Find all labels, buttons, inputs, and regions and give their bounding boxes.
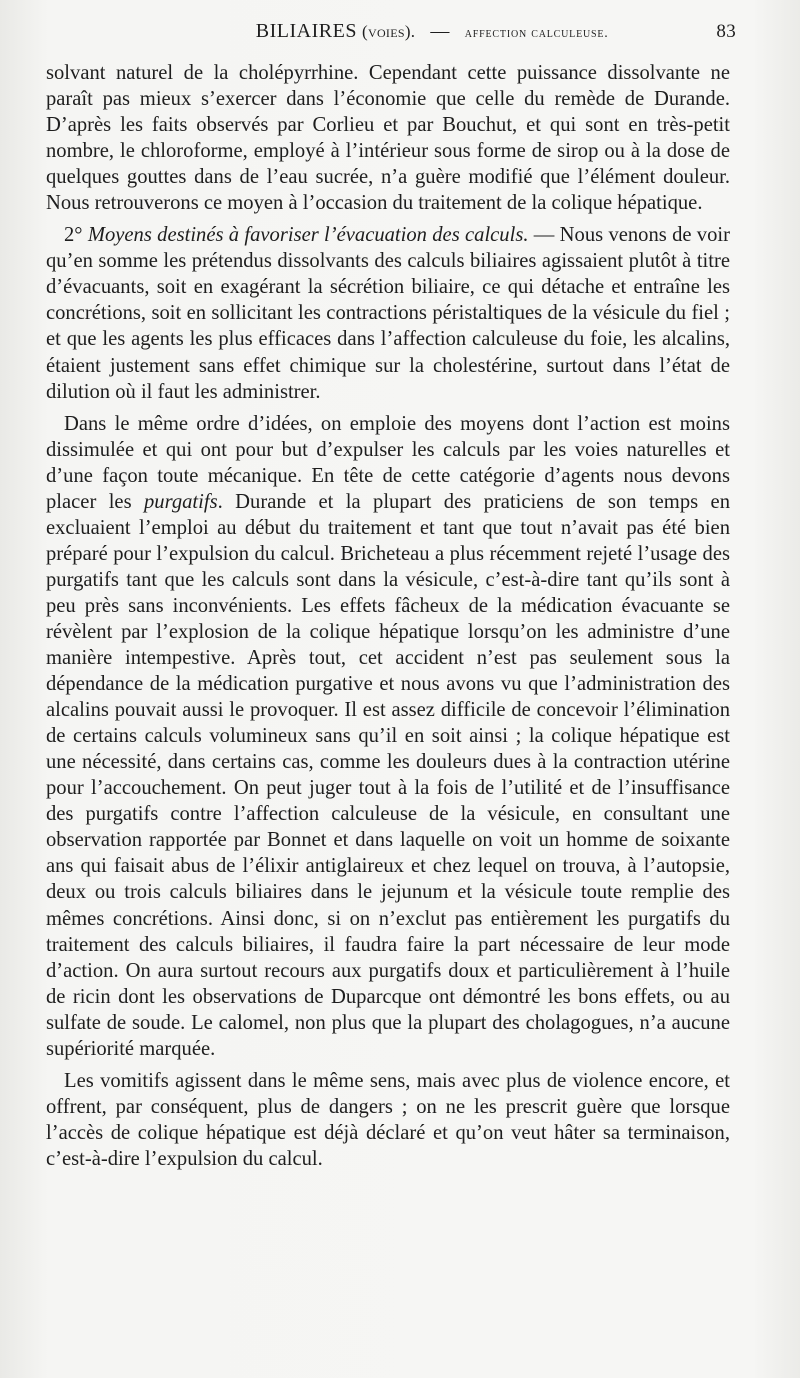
paragraph-text: . Durande et la plupart des praticiens de son temps en excluaient l’emploi au début du traitement et tant que tout n’avait pas été bien préparé pour l’expulsion du calcul. Bricheteau a plus récemment rejeté l’usage des purgatifs tant que les calculs sont dans la vésicule, c’est-à-dire tant qu’ils sont à peu près sans inconvénients. Les effets fâcheux de la médication évacuante se révèlent par l’explosion de la colique hépatique lorsqu’on les administre d’une manière intempestive. Après tout, cet accident n’est pas seulement sous la dépendance de la médication purgative et nous avons vu que l’administration des alcalins pouvait aussi le provoquer. Il est assez difficile de concevoir l’élimination de certains calculs volumineux sans qu’il en soit ainsi ; la colique hépatique est une nécessité, dans certains cas, comme les douleurs dues à la contraction utérine pour l’accouchement. On peut juger tout à la fois de l’utilité et de l’insuffisance des purgatifs contre l’affection calculeuse de la vésicule, en consultant une observation rapportée par Bonnet et dans laquelle on voit un homme de soixante ans qui faisait abus de l’élixir antiglaireux et chez lequel on trouva, à l’autopsie, deux ou trois calculs biliaires dans le jejunum et la vésicule toute remplie des mêmes concrétions. Ainsi donc, si on n’exclut pas entièrement les purgatifs du traitement des calculs biliaires, il faudra faire la part nécessaire de leur mode d’action. On aura surtout recours aux purgatifs doux et particulièrement à l’huile de ricin dont les observations de Duparcque ont démontré les bons effets, ou au sulfate de soude. Le calomel, non plus que la plupart des cholagogues, n’a aucune supériorité marquée. (46, 490, 730, 1060)
running-head-dash: — (430, 21, 450, 42)
paragraph-text: — Nous venons de voir qu’en somme les prétendus dissolvants des calculs biliaires agissaient plutôt à titre d’évacuants, soit en exagérant la sécrétion biliaire, ce qui détache et entraîne les concrétions, soit en sollicitant les contractions péristaltiques de la vésicule du fiel ; et que les agents les plus efficaces dans l’affection calculeuse du foie, les alcalins, étaient justement sans effet chimique sur la cholestérine, surtout dans l’état de dilution où il faut les administrer. (46, 224, 730, 403)
paragraph-evacuation-means (46, 222, 730, 404)
section-heading: Moyens destinés à favoriser l’évacuation des calculs. (87, 224, 529, 247)
paragraph-purgatifs (46, 411, 730, 1062)
paragraph-vomitifs (46, 1068, 730, 1172)
paragraph-text: Dans le même ordre d’idées, on emploie des moyens dont l’action est moins dissimulée et qui ont pour but d’expulser les calculs par les voies naturelles et d’une façon toute mécanique. En tête de cette catégorie d’agents nous devons placer les (46, 412, 730, 513)
section-number: 2° (64, 224, 88, 247)
running-head-main: BILIAIRES (255, 20, 357, 42)
running-head (46, 20, 736, 52)
running-head-paren: (voies). (362, 22, 416, 41)
paragraph-text: solvant naturel de la cholépyrrhine. Cependant cette puissance dissolvante ne paraît pas mieux s’exercer dans l’économie que celle du remède de Durande. D’après les faits observés par Corlieu et par Bouchut, et qui sont en très-petit nombre, le chloroforme, employé à l’intérieur sous forme de sirop ou à la dose de quelques gouttes dans de l’eau sucrée, n’a guère modifié que l’élément douleur. Nous retrouverons ce moyen à l’occasion du traitement de la colique hépatique. (46, 62, 730, 215)
paragraph-continued (46, 60, 730, 216)
emphasis-term: purgatifs (144, 490, 218, 513)
running-head-subtitle: affection calculeuse. (464, 26, 609, 41)
body-text (46, 60, 730, 1172)
paragraph-text: Les vomitifs agissent dans le même sens, mais avec plus de violence encore, et offrent, par conséquent, plus de dangers ; on ne les prescrit guère que lorsque l’accès de colique hépatique est déjà déclaré et qu’on veut hâter sa terminaison, c’est-à-dire l’expulsion du calcul. (46, 1069, 730, 1170)
page-number: 83 (716, 21, 736, 42)
running-head-title (46, 20, 698, 43)
